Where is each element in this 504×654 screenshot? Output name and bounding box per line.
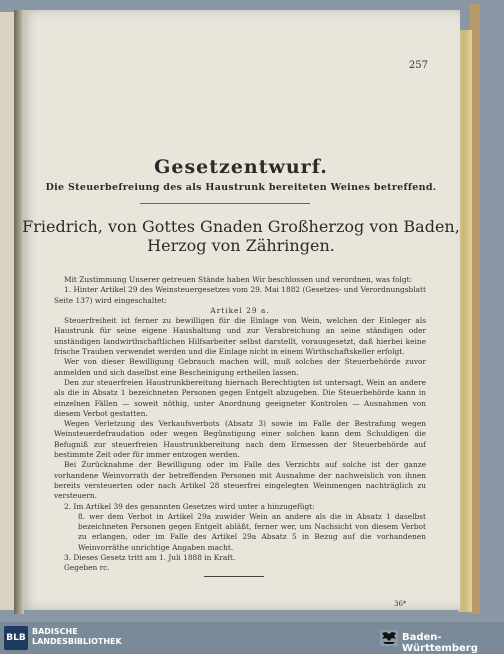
paragraph: Den zur steuerfreien Haustrunkbereitung hiernach Berechtigten ist untersagt, Wein an andere als die in Absatz 1 bezeichneten Personen gegen Entgelt abzugeben. Die Steuerbehörde kann in einzelnen Fällen — soweit nöthig, unter Anordnung geeigneter Kontrolen — Ausnahmen von diesem Verbot gestatten.: [54, 377, 426, 418]
state-coat-of-arms-icon: [380, 630, 398, 646]
decree-heading-line2: Herzog von Zähringen.: [147, 236, 335, 255]
page-number: 257: [408, 60, 428, 71]
paragraph: Wegen Verletzung des Verkaufsverbots (Absatz 3) sowie im Falle der Bestrafung wegen Weinsteuerdefraudation oder wegen Begünstigung einer solchen kann dem Schuldigen die Befugniß zur steuerfreien Haustrunkbereitung nach dem Ermessen der Steuerbehörde auf bestimmte Zeit oder für immer entzogen werden.: [54, 419, 426, 460]
paragraph: 1. Hinter Artikel 29 des Weinsteuergesetzes vom 29. Mai 1882 (Gesetzes- und Verordnungsblatt Seite 137) wird eingeschaltet:: [54, 285, 426, 305]
book-page: [22, 10, 460, 610]
blb-logo[interactable]: BLB: [4, 626, 28, 650]
library-name-line2: LANDESBIBLIOTHEK: [32, 637, 122, 646]
library-name[interactable]: [32, 627, 122, 647]
paragraph: Wer von dieser Bewilligung Gebrauch machen will, muß solches der Steuerbehörde zuvor anmelden und sich daselbst eine Bescheinigung ertheilen lassen.: [54, 357, 426, 377]
end-rule: [204, 576, 264, 577]
page-stack-edge: [458, 30, 472, 612]
page-title: Gesetzentwurf.: [154, 156, 328, 178]
title-rule: [140, 203, 310, 204]
signature-mark: 36*: [394, 600, 407, 608]
paragraph: 3. Dieses Gesetz tritt am 1. Juli 1888 in Kraft.: [64, 553, 236, 563]
library-name-line1: BADISCHE: [32, 627, 78, 636]
paragraph: Mit Zustimmung Unserer getreuen Stände haben Wir beschlossen und verordnen, was folgt:: [64, 275, 413, 284]
paragraph: Steuerfreiheit ist ferner zu bewilligen für die Einlage von Wein, welchen der Einleger als Haustrunk für seine eigene Haushaltung und zur Verabreichung an seine ständigen oder unständigen landwirthschaftlichen Hilfsarbeiter selbst darstellt, vorausgesetzt, daß hierbei keine frische Trauben verwendet werden und die Einlage nicht in einem Wirthschaftskeller erfolgt.: [54, 316, 426, 357]
decree-heading-line1: Friedrich, von Gottes Gnaden Großherzog von Baden,: [22, 217, 460, 236]
page-body: [54, 275, 426, 574]
paragraph: Bei Zurücknahme der Bewilligung oder im Falle des Verzichts auf solche ist der ganze vorhandene Weinvorrath der betreffenden Personen mit Ausnahme der nachweislich von ihnen bereits versteuerten oder nach Artikel 28 steuerfrei eingelegten Weinmengen nachträglich zu versteuern.: [54, 460, 426, 501]
paragraph: 8. wer dem Verbot in Artikel 29a zuwider Wein an andere als die in Absatz 1 daselbst bezeichneten Personen gegen Entgelt abläßt, ferner wer, um Nachsicht von diesem Verbot zu erlangen, oder im Falle des Artikel 29a Absatz 5 in Bezug auf die vorhandenen Weinvorräthe unrichtige Angaben macht.: [78, 511, 426, 552]
paragraph: 2. Im Artikel 39 des genannten Gesetzes wird unter a hinzugefügt:: [64, 501, 315, 511]
article-heading: Artikel 29 a.: [210, 305, 270, 315]
state-name[interactable]: Baden-Württemberg: [402, 632, 478, 654]
page-subtitle: Die Steuerbefreiung des als Haustrunk bereiteten Weines betreffend.: [45, 182, 437, 193]
paragraph: Gegeben rc.: [64, 563, 110, 573]
